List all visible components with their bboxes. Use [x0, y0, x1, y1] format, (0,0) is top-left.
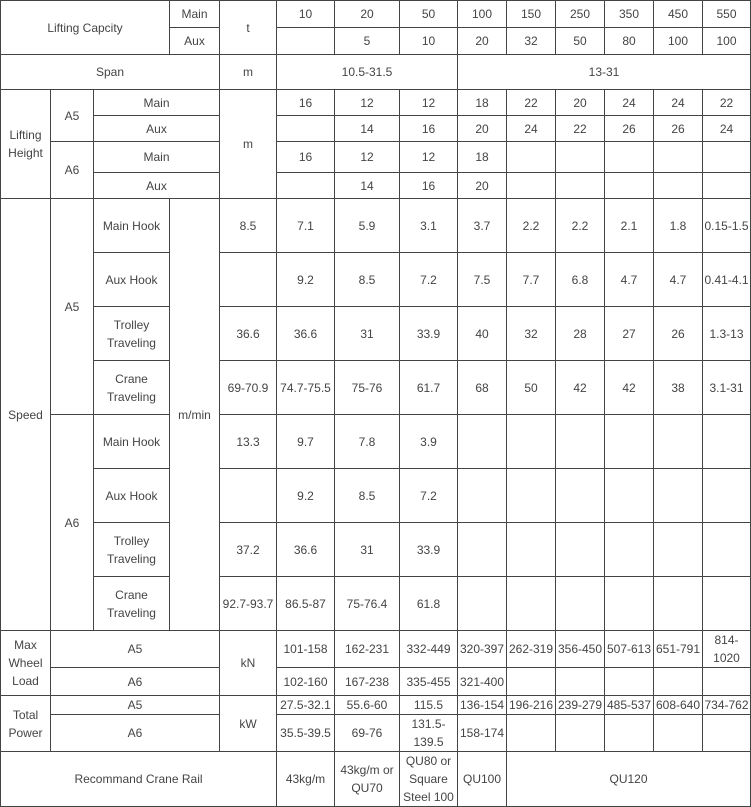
lift-value: 18 — [458, 90, 507, 116]
lift-value: 24 — [605, 90, 654, 116]
speed-value: 33.9 — [400, 307, 458, 361]
capacity-main-value: 10 — [277, 1, 335, 28]
capacity-main-value: 250 — [556, 1, 605, 28]
lift-value — [507, 173, 556, 199]
speed-value: 61.8 — [400, 577, 458, 631]
table-row — [1, 116, 751, 142]
lift-value — [556, 142, 605, 173]
power-value: 608-640 — [654, 696, 703, 715]
speed-value — [703, 469, 751, 523]
speed-value — [654, 577, 703, 631]
power-value — [654, 715, 703, 752]
lift-value: 16 — [277, 90, 335, 116]
table-row — [1, 90, 751, 116]
speed-value: 42 — [556, 361, 605, 415]
speed-value — [220, 469, 277, 523]
table-row — [1, 752, 751, 807]
speed-value: 13.3 — [220, 415, 277, 469]
wheel-load-value: 651-791 — [654, 631, 703, 668]
wheel-load-value: 167-238 — [335, 668, 400, 696]
capacity-aux-value: 80 — [605, 28, 654, 55]
wheel-load-value: 320-397 — [458, 631, 507, 668]
speed-value — [605, 469, 654, 523]
speed-value: 68 — [458, 361, 507, 415]
rail-value: QU100 — [458, 752, 507, 807]
speed-value: 3.9 — [400, 415, 458, 469]
lift-value: 16 — [400, 116, 458, 142]
speed-value — [556, 577, 605, 631]
speed-value: 1.8 — [654, 199, 703, 253]
speed-value: 7.2 — [400, 253, 458, 307]
speed-value — [507, 523, 556, 577]
capacity-aux-value: 20 — [458, 28, 507, 55]
span-label: Span — [1, 55, 220, 90]
max-wheel-load-label: Max Wheel Load — [1, 631, 51, 696]
capacity-main-value: 350 — [605, 1, 654, 28]
speed-value: 36.6 — [277, 523, 335, 577]
lift-value: 20 — [458, 116, 507, 142]
lift-value: 18 — [458, 142, 507, 173]
lift-value — [703, 173, 751, 199]
speed-value — [458, 523, 507, 577]
speed-value — [458, 577, 507, 631]
lift-value: 12 — [335, 90, 400, 116]
wheel-load-value — [507, 668, 556, 696]
wheel-load-value: 101-158 — [277, 631, 335, 668]
speed-value: 0.41-4.1 — [703, 253, 751, 307]
speed-value: 75-76.4 — [335, 577, 400, 631]
wheel-load-value: 332-449 — [400, 631, 458, 668]
speed-value: 7.8 — [335, 415, 400, 469]
capacity-aux-value: 100 — [703, 28, 751, 55]
power-value: 136-154 — [458, 696, 507, 715]
lift-value — [703, 142, 751, 173]
aux-label: Aux — [170, 28, 220, 55]
capacity-aux-value — [277, 28, 335, 55]
capacity-main-value: 550 — [703, 1, 751, 28]
table-row — [1, 361, 751, 415]
speed-value — [556, 469, 605, 523]
speed-value: 7.2 — [400, 469, 458, 523]
power-value — [703, 715, 751, 752]
speed-value: 7.5 — [458, 253, 507, 307]
main-hook-label: Main Hook — [94, 415, 170, 469]
power-value: 115.5 — [400, 696, 458, 715]
table-row — [1, 173, 751, 199]
unit-m: m — [220, 90, 277, 199]
table-row — [1, 715, 751, 752]
duty-a6-label: A6 — [51, 668, 220, 696]
wheel-load-value: 262-319 — [507, 631, 556, 668]
wheel-load-value: 507-613 — [605, 631, 654, 668]
capacity-main-value: 20 — [335, 1, 400, 28]
speed-value — [703, 523, 751, 577]
main-hook-label: Main Hook — [94, 199, 170, 253]
crane-traveling-label: Crane Traveling — [94, 577, 170, 631]
power-value: 239-279 — [556, 696, 605, 715]
rail-value: QU80 or Square Steel 100 — [400, 752, 458, 807]
speed-value: 50 — [507, 361, 556, 415]
speed-value: 36.6 — [220, 307, 277, 361]
main-label: Main — [94, 142, 220, 173]
table-row — [1, 415, 751, 469]
capacity-aux-value: 5 — [335, 28, 400, 55]
power-value: 131.5-139.5 — [400, 715, 458, 752]
speed-value: 28 — [556, 307, 605, 361]
capacity-aux-value: 32 — [507, 28, 556, 55]
speed-value — [605, 577, 654, 631]
wheel-load-value: 102-160 — [277, 668, 335, 696]
span-value: 13-31 — [458, 55, 751, 90]
speed-value — [556, 523, 605, 577]
rail-value: 43kg/m — [277, 752, 335, 807]
power-value — [556, 715, 605, 752]
speed-value: 4.7 — [605, 253, 654, 307]
speed-value: 37.2 — [220, 523, 277, 577]
power-value — [507, 715, 556, 752]
speed-value — [220, 253, 277, 307]
lift-value: 12 — [400, 142, 458, 173]
lift-value: 16 — [277, 142, 335, 173]
speed-value: 27 — [605, 307, 654, 361]
table-row — [1, 55, 751, 90]
lift-value — [556, 173, 605, 199]
lifting-capacity-label: Lifting Capcity — [1, 1, 170, 55]
power-value: 158-174 — [458, 715, 507, 752]
duty-a5-label: A5 — [51, 696, 220, 715]
lift-value — [277, 173, 335, 199]
lift-value: 26 — [605, 116, 654, 142]
lift-value: 16 — [400, 173, 458, 199]
speed-value: 86.5-87 — [277, 577, 335, 631]
lift-value: 20 — [556, 90, 605, 116]
wheel-load-value: 162-231 — [335, 631, 400, 668]
power-value: 485-537 — [605, 696, 654, 715]
speed-value: 36.6 — [277, 307, 335, 361]
wheel-load-value: 356-450 — [556, 631, 605, 668]
speed-value: 7.1 — [277, 199, 335, 253]
capacity-aux-value: 50 — [556, 28, 605, 55]
speed-value — [654, 415, 703, 469]
duty-a5-label: A5 — [51, 90, 94, 142]
wheel-load-value — [703, 668, 751, 696]
lift-value: 12 — [400, 90, 458, 116]
aux-hook-label: Aux Hook — [94, 253, 170, 307]
table-row — [1, 469, 751, 523]
power-value: 196-216 — [507, 696, 556, 715]
power-value — [605, 715, 654, 752]
capacity-aux-value: 10 — [400, 28, 458, 55]
speed-value: 4.7 — [654, 253, 703, 307]
wheel-load-value: 335-455 — [400, 668, 458, 696]
speed-value — [703, 577, 751, 631]
main-label: Main — [170, 1, 220, 28]
speed-value: 2.2 — [507, 199, 556, 253]
wheel-load-value — [605, 668, 654, 696]
speed-value: 3.1-31 — [703, 361, 751, 415]
aux-hook-label: Aux Hook — [94, 469, 170, 523]
trolley-traveling-label: Trolley Traveling — [94, 523, 170, 577]
speed-value — [703, 415, 751, 469]
wheel-load-value — [556, 668, 605, 696]
lift-value — [605, 142, 654, 173]
duty-a6-label: A6 — [51, 142, 94, 199]
lift-value: 12 — [335, 142, 400, 173]
duty-a6-label: A6 — [51, 415, 94, 631]
power-value: 35.5-39.5 — [277, 715, 335, 752]
speed-value: 42 — [605, 361, 654, 415]
speed-value — [507, 577, 556, 631]
duty-a5-label: A5 — [51, 199, 94, 415]
lift-value: 20 — [458, 173, 507, 199]
capacity-main-value: 100 — [458, 1, 507, 28]
table-row — [1, 696, 751, 715]
table-body — [1, 1, 751, 807]
lift-value — [654, 142, 703, 173]
speed-value: 69-70.9 — [220, 361, 277, 415]
speed-value: 26 — [654, 307, 703, 361]
lift-value: 24 — [507, 116, 556, 142]
speed-value — [458, 469, 507, 523]
lift-value: 14 — [335, 116, 400, 142]
lift-value: 22 — [507, 90, 556, 116]
speed-value: 31 — [335, 523, 400, 577]
crane-traveling-label: Crane Traveling — [94, 361, 170, 415]
lifting-height-label: Lifting Height — [1, 90, 51, 199]
speed-value — [507, 469, 556, 523]
duty-a6-label: A6 — [51, 715, 220, 752]
speed-value — [458, 415, 507, 469]
wheel-load-value — [654, 668, 703, 696]
lift-value: 26 — [654, 116, 703, 142]
speed-value: 7.7 — [507, 253, 556, 307]
speed-value: 8.5 — [335, 469, 400, 523]
rail-label: Recommand Crane Rail — [1, 752, 277, 807]
power-value: 734-762 — [703, 696, 751, 715]
speed-value: 38 — [654, 361, 703, 415]
table-row — [1, 1, 751, 28]
aux-label: Aux — [94, 173, 220, 199]
unit-t: t — [220, 1, 277, 55]
speed-value: 40 — [458, 307, 507, 361]
wheel-load-value: 321-400 — [458, 668, 507, 696]
unit-m-min: m/min — [170, 199, 220, 631]
power-value: 69-76 — [335, 715, 400, 752]
table-row — [1, 631, 751, 668]
rail-value: 43kg/m or QU70 — [335, 752, 400, 807]
table-row — [1, 577, 751, 631]
speed-value: 0.15-1.5 — [703, 199, 751, 253]
trolley-traveling-label: Trolley Traveling — [94, 307, 170, 361]
speed-value: 5.9 — [335, 199, 400, 253]
unit-kw: kW — [220, 696, 277, 752]
lift-value — [507, 142, 556, 173]
span-value: 10.5-31.5 — [277, 55, 458, 90]
capacity-main-value: 50 — [400, 1, 458, 28]
table-row — [1, 199, 751, 253]
speed-value: 1.3-13 — [703, 307, 751, 361]
speed-value: 2.1 — [605, 199, 654, 253]
unit-m: m — [220, 55, 277, 90]
lift-value: 24 — [654, 90, 703, 116]
speed-value — [605, 415, 654, 469]
unit-kn: kN — [220, 631, 277, 696]
speed-value: 33.9 — [400, 523, 458, 577]
speed-value — [556, 415, 605, 469]
lift-value: 22 — [703, 90, 751, 116]
speed-value — [507, 415, 556, 469]
lift-value — [654, 173, 703, 199]
speed-label: Speed — [1, 199, 51, 631]
speed-value: 9.2 — [277, 469, 335, 523]
aux-label: Aux — [94, 116, 220, 142]
speed-value: 61.7 — [400, 361, 458, 415]
table-row — [1, 253, 751, 307]
total-power-label: Total Power — [1, 696, 51, 752]
speed-value: 9.2 — [277, 253, 335, 307]
table-row — [1, 523, 751, 577]
lift-value: 24 — [703, 116, 751, 142]
speed-value: 6.8 — [556, 253, 605, 307]
capacity-main-value: 450 — [654, 1, 703, 28]
speed-value: 31 — [335, 307, 400, 361]
speed-value: 92.7-93.7 — [220, 577, 277, 631]
speed-value: 8.5 — [335, 253, 400, 307]
lift-value — [605, 173, 654, 199]
capacity-aux-value: 100 — [654, 28, 703, 55]
speed-value — [654, 523, 703, 577]
capacity-main-value: 150 — [507, 1, 556, 28]
speed-value: 74.7-75.5 — [277, 361, 335, 415]
speed-value: 3.1 — [400, 199, 458, 253]
speed-value: 8.5 — [220, 199, 277, 253]
speed-value: 75-76 — [335, 361, 400, 415]
lift-value: 22 — [556, 116, 605, 142]
main-label: Main — [94, 90, 220, 116]
rail-value: QU120 — [507, 752, 751, 807]
table-row — [1, 668, 751, 696]
duty-a5-label: A5 — [51, 631, 220, 668]
speed-value: 3.7 — [458, 199, 507, 253]
speed-value: 32 — [507, 307, 556, 361]
power-value: 55.6-60 — [335, 696, 400, 715]
speed-value: 9.7 — [277, 415, 335, 469]
power-value: 27.5-32.1 — [277, 696, 335, 715]
lift-value: 14 — [335, 173, 400, 199]
lift-value — [277, 116, 335, 142]
table-row — [1, 307, 751, 361]
table-row — [1, 142, 751, 173]
speed-value — [605, 523, 654, 577]
speed-value — [654, 469, 703, 523]
wheel-load-value: 814-1020 — [703, 631, 751, 668]
speed-value: 2.2 — [556, 199, 605, 253]
